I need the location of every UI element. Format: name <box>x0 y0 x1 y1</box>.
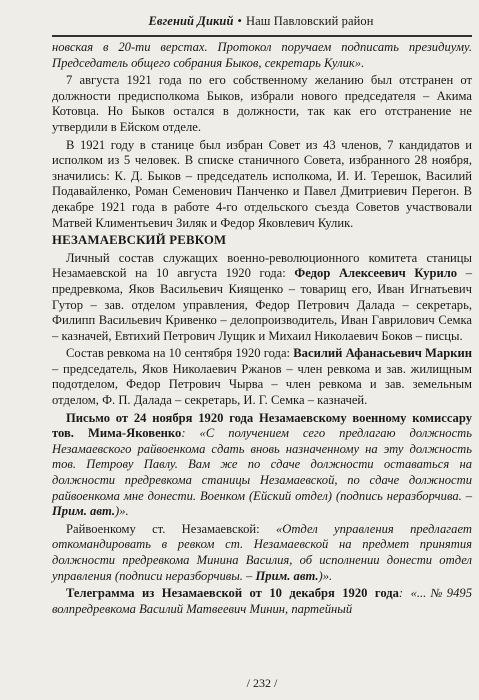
section-title: НЕЗАМАЕВСКИЙ РЕВКОМ <box>52 233 227 248</box>
bold-name: Федор Алексеевич Курило <box>294 266 458 281</box>
author-note: Прим. авт. <box>255 568 319 583</box>
page-body <box>52 40 472 617</box>
paragraph <box>52 522 472 584</box>
text-run: Личный состав служащих военно-революционного комитета станицы Незамаевской на 10 августа 1920 года: <box>52 250 472 281</box>
bold-heading-run: Телеграмма из Незамаевской от 10 декабря 1920 года <box>66 586 399 601</box>
page-number-value: 232 <box>253 676 271 690</box>
bold-heading-run: Письмо от 24 ноября 1920 года Незамаевскому военному комиссару тов. Мима-Яковенко <box>52 410 472 441</box>
paragraph: В 1921 году в станице был избран Совет из 43 членов, 7 кандидатов и исполком из 5 человек. В списке станичного Совета, избранного 28 ноября, значились: К. Д. Быков – председатель исполкома, И. И. Терешок, Василий Подавайленко, Роман Семенович Панченко и Павел Дмитриевич Перегон. В декабре 1921 года в работе 4-го отдельского съезда Советов участвовали Матвей Климентьевич Зиляк и Федор Яковлевич Кулик. <box>52 137 472 230</box>
paragraph <box>52 411 472 520</box>
italic-quote: : «...№9495 волпредревкома Василий Матвеевич Минин, партейный <box>52 586 472 616</box>
text-run: Состав ревкома на 10 сентября 1920 года: <box>66 346 294 361</box>
paragraph: 7 августа 1921 года по его собственному желанию был отстранен от должности предисполкома Быков, избрали нового председателя – Акима Котовца. Но Быков остался в должности, так как его отстранение не утвердили в Ейском отделе. <box>52 73 472 134</box>
header-author: Евгений Дикий <box>148 13 234 28</box>
italic-quote-end: )». <box>115 504 129 519</box>
header-rule <box>52 35 472 37</box>
italic-quote: : «С получением сего предлагаю должность Незамаевского райвоенкома сдать вновь назначенному на эту должность тов. Петрову Павлу. Вам же по сдаче должности оставаться на должности предревкома станицы Незамаевской, по сдаче должности райвоенкома мне донести. Военком (Ейский отдел) (подпись неразборчива. – <box>52 426 472 503</box>
text-run: – предревкома, Яков Васильевич Киященко – товарищ его, Иван Игнатьевич Гутор – зав. отделом управления, Федор Петрович Далада – секретарь, Филипп Васильевич Кривенко – делопроизводитель, Иван Гаврилович Семка – казначей, Евтихий Петрович Лущик и Михаил Николаевич Боков – писцы. <box>52 266 472 343</box>
header-book-title: Наш Павловский район <box>246 13 374 28</box>
author-note: Прим. авт. <box>52 504 116 519</box>
header-separator: • <box>237 13 243 28</box>
italic-quote-end: )». <box>318 568 333 583</box>
paragraph <box>52 586 472 617</box>
bold-name: Василий Афанасьевич Маркин <box>293 346 472 361</box>
running-header <box>52 8 470 34</box>
italic-quote: «Отдел управления предлагает откомандировать в ревком ст. Незамаевской на предмет принятия должности предревкома Минина Василия, об исполнении донести отдел управления (подписи неразборчивы. – <box>52 521 472 583</box>
paragraph <box>52 346 472 408</box>
paragraph <box>52 251 472 345</box>
text-run: Райвоенкому ст. Незамаевской: <box>66 521 276 536</box>
paragraph-continued: новская в 20-ти верстах. Протокол поручаем подписать президиуму. Председатель общего собрания Быков, секретарь Кулик». <box>52 40 472 70</box>
page-number: / 232 / <box>246 676 278 690</box>
text-run: – председатель, Яков Николаевич Ржанов – член ревкома и зав. жилищным подотделом, Федор Петрович Чырва – член ревкома и зав. земельным отделом, Ф. П. Далада – секретарь, И. Г. Семка – казначей. <box>52 361 472 408</box>
